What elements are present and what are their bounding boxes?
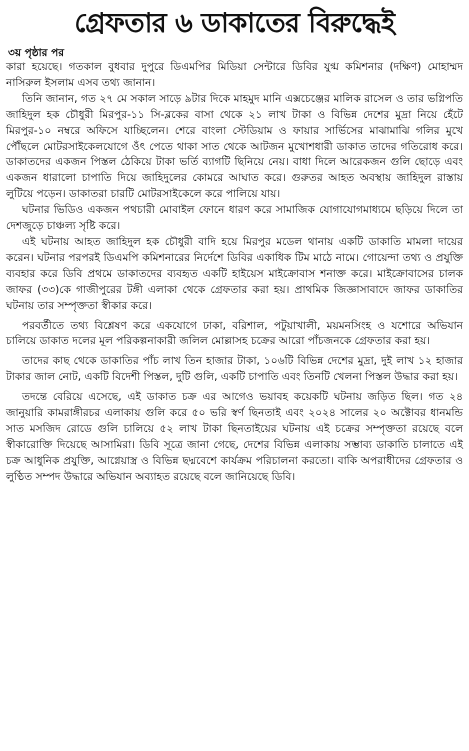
- paragraph-7: তদন্তে বেরিয়ে এসেছে, এই ডাকাত চক্র এর আগেও ভয়াবহ কয়েকটি ঘটনায় জড়িত ছিল। গত ২৪ জানুয়ারি কামরাঙ্গীরচর এলাকায় গুলি করে ৫০ ভরি স্বর্ণ ছিনতাই এবং ২০২৪ সালের ২০ অক্টোবর ধানমন্ডি সাত মসজিদ রোডে গুলি চালিয়ে ৫২ লাখ টাকা ছিনতাইয়ের ঘটনায় এই চক্রের সম্পৃক্ততা রয়েছে বলে স্বীকারোক্তি দিয়েছে আসামিরা। ডিবি সূত্রে জানা গেছে, দেশের বিভিন্ন এলাকায় সম্ভাব্য ডাকাতি চালাতে এই চক্র আধুনিক প্রযুক্তি, আগ্নেয়াস্ত্র ও বিভিন্ন ছদ্মবেশে কার্যক্রম পরিচালনা করতো। বাকি অপরাধীদের গ্রেফতার ও লুণ্ঠিত সম্পদ উদ্ধারে অভিযান অব্যাহত রয়েছে বলে জানিয়েছে ডিবি।: [6, 391, 463, 483]
- article-body: [6, 60, 463, 486]
- continued-from-label: ৩য় পৃষ্ঠার পর: [8, 47, 65, 59]
- paragraph-6: তাদের কাছ থেকে ডাকাতির পাঁচ লাখ তিন হাজার টাকা, ১০৬টি বিভিন্ন দেশের মুদ্রা, দুই লাখ ১২ হাজার টাকার জাল নোট, একটি বিদেশী পিস্তল, দুটি গুলি, একটি চাপাতি এবং তিনটি খেলনা পিস্তল উদ্ধার করা হয়।: [6, 355, 463, 384]
- paragraph-4: এই ঘটনায় আহত জাহিদুল হক চৌধুরী বাদি হয়ে মিরপুর মডেল থানায় একটি ডাকাতি মামলা দায়ের করেন। ঘটনার পরপরই ডিএমপি কমিশনারের নির্দেশে ডিবির একাধিক টিম মাঠে নামে। গোয়েন্দা তথ্য ও প্রযুক্তি ব্যবহার করে ডিবি প্রথমে ডাকাতদের ব্যবহৃত একটি হাইয়েস মাইক্রোবাস শনাক্ত করে। মাইক্রোবাসের চালক জাফর (৩৩)কে গাজীপুরের টঙ্গী এলাকা থেকে গ্রেফতার করা হয়। প্রাথমিক জিজ্ঞাসাবাদে জাফর ডাকাতির ঘটনায় তার সম্পৃক্ততা স্বীকার করে।: [6, 235, 463, 312]
- paragraph-2: তিনি জানান, গত ২৭ মে সকাল সাড়ে ৯টার দিকে মাহমুদ মানি এক্সচেঞ্জের মালিক রাসেল ও তার ভগ্নিপতি জাহিদুল হক চৌধুরী মিরপুর-১১ সি-ব্লকের বাসা থেকে ২১ লাখ টাকা ও বিভিন্ন দেশের মুদ্রা নিয়ে হেঁটে মিরপুর-১০ নম্বরে অফিসে যাচ্ছিলেন। শেরে বাংলা স্টেডিয়াম ও ফায়ার সার্ভিসের মাঝামাঝি গলির মুখে পৌঁছলে মোটরসাইকেলযোগে ওঁৎ পেতে থাকা সাত থেকে আটজন মুখোশধারী ডাকাত তাদের গতিরোধ করে। ডাকাতদের একজন পিস্তল ঠেকিয়ে টাকা ভর্তি ব্যাগটি ছিনিয়ে নেয়। বাধা দিলে আরেকজন গুলি ছোড়ে এবং একজন ধারালো চাপাতি দিয়ে জাহিদুলের কোমরে আঘাত করে। গুরুতর আহত অবস্থায় জাহিদুল রাস্তায় লুটিয়ে পড়েন। ডাকাতরা চারটি মোটরসাইকেলে করে পালিয়ে যায়।: [6, 92, 463, 201]
- paragraph-3: ঘটনার ভিডিও একজন পথচারী মোবাইল ফোনে ধারণ করে সামাজিক যোগাযোগমাধ্যমে ছড়িয়ে দিলে তা দেশজুড়ে চাঞ্চল্য সৃষ্টি করে।: [6, 204, 463, 233]
- paragraph-5: পরবর্তীতে তথ্য বিশ্লেষণ করে একযোগে ঢাকা, বরিশাল, পটুয়াখালী, ময়মনসিংহ ও যশোরে অভিযান চালিয়ে ডাকাত দলের মূল পরিকল্পনাকারী জলিল মোল্লাসহ চক্রের আরো পাঁচজনকে গ্রেফতার করা হয়।: [6, 319, 463, 348]
- paragraph-1: কারা হয়েছে। গতকাল বুধবার দুপুরে ডিএমপির মিডিয়া সেন্টারে ডিবির যুগ্ম কমিশনার (দক্ষিণ) মোহাম্মদ নাসিরুল ইসলাম এসব তথ্য জানান।: [6, 61, 463, 89]
- headline: গ্রেফতার ৬ ডাকাতের বিরুদ্ধেই: [74, 8, 395, 39]
